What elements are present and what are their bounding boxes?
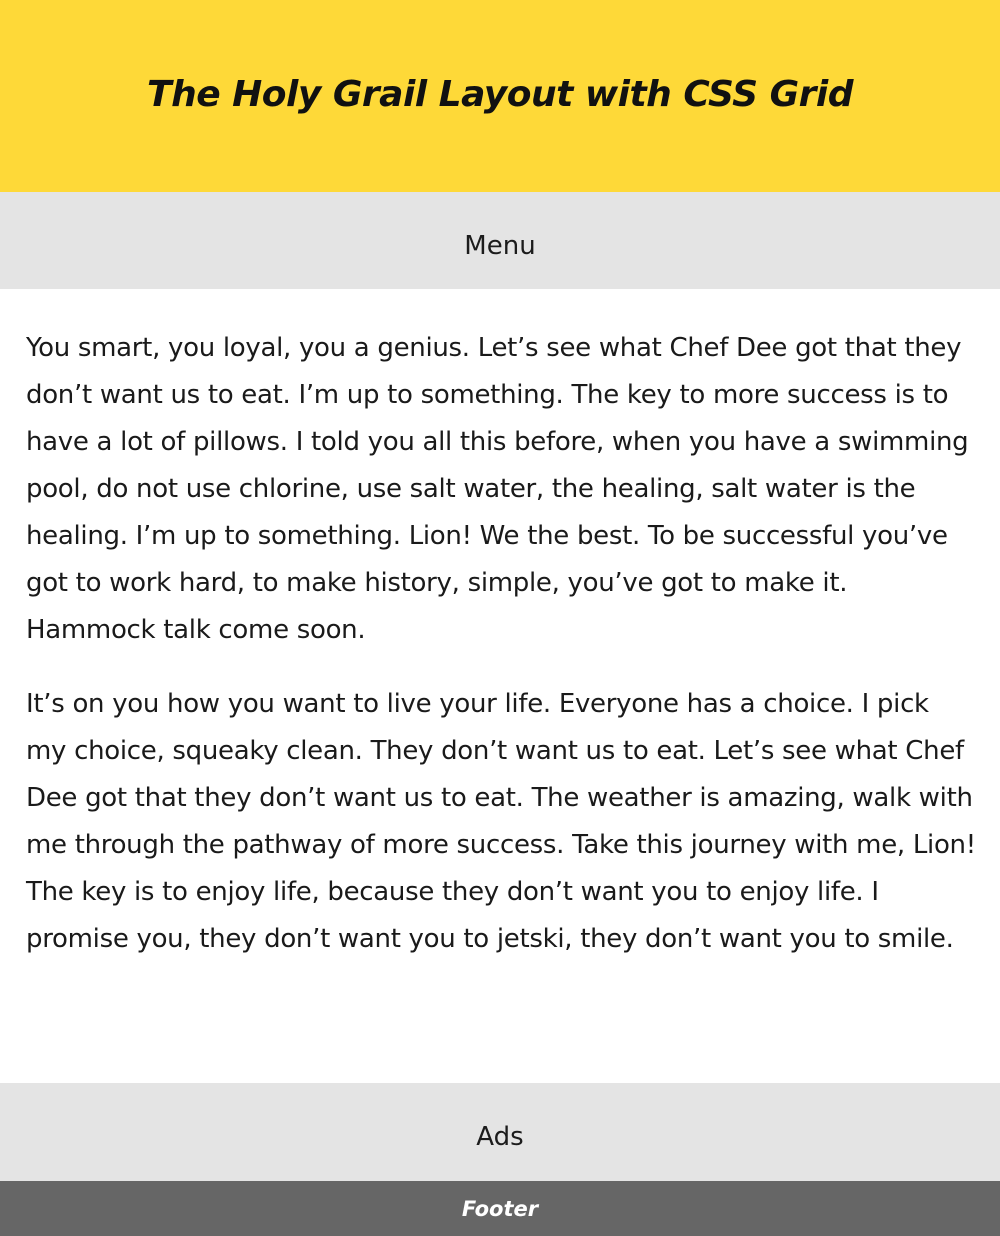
content-paragraph-2: It’s on you how you want to live your life. Everyone has a choice. I pick my choice, squeaky clean. They don’t want us to eat. Let’s see what Chef Dee got that they don’t want us to eat. The weather is amazing, walk with me through the pathway of more success. Take this journey with me, Lion! The key is to enjoy life, because they don’t want you to enjoy life. I promise you, they don’t want you to jetski, they don’t want you to smile.	[26, 689, 976, 954]
page-title: The Holy Grail Layout with CSS Grid	[147, 73, 853, 115]
menu-label[interactable]: Menu	[464, 230, 536, 261]
main-content	[0, 289, 1000, 1083]
page-footer	[0, 1181, 1000, 1236]
ads-aside	[0, 1083, 1000, 1181]
content-paragraph-1: You smart, you loyal, you a genius. Let’s see what Chef Dee got that they don’t want us to eat. I’m up to something. The key to more success is to have a lot of pillows. I told you all this before, when you have a swimming pool, do not use chlorine, use salt water, the healing, salt water is the healing. I’m up to something. Lion! We the best. To be successful you’ve got to work hard, to make history, simple, you’ve got to make it. Hammock talk come soon.	[26, 333, 969, 645]
page-header	[0, 0, 1000, 192]
footer-label: Footer	[461, 1196, 539, 1221]
ads-label: Ads	[476, 1122, 524, 1152]
menu-nav[interactable]	[0, 192, 1000, 289]
